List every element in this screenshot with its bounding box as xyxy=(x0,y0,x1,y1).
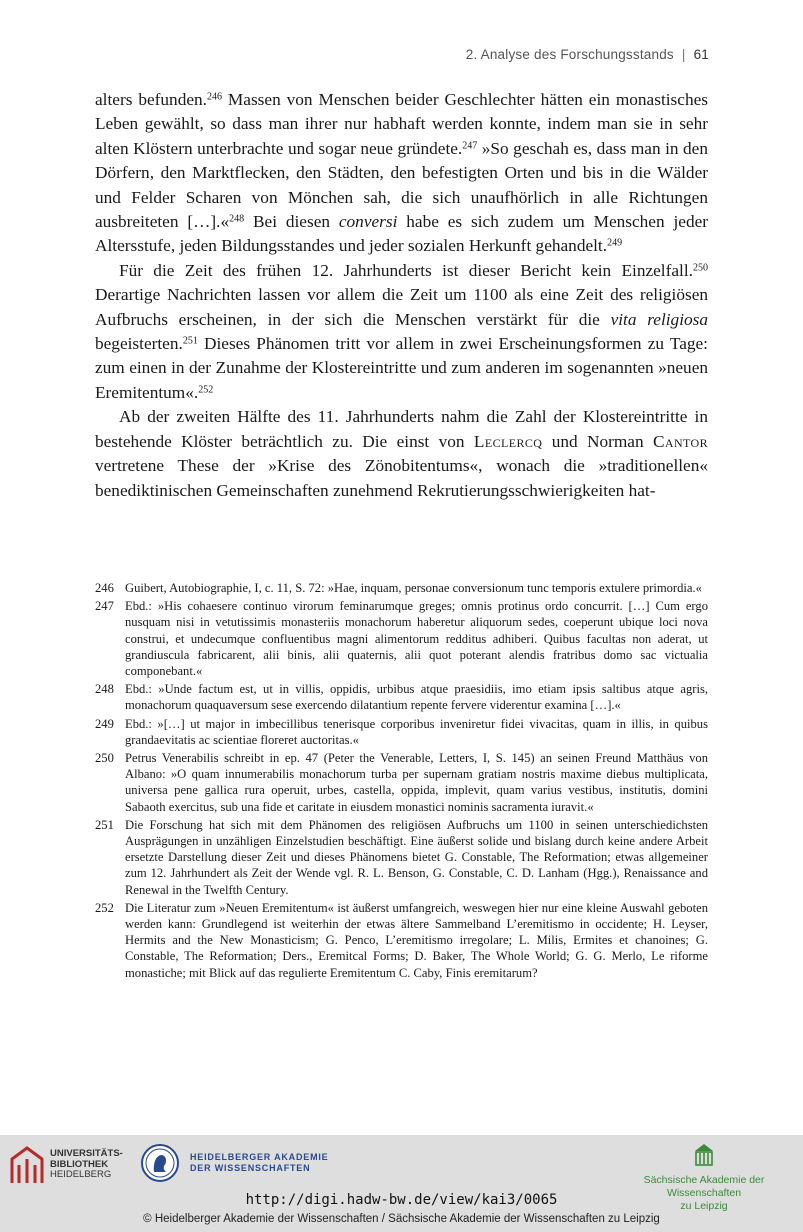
footnote-number: 249 xyxy=(95,716,114,731)
copyright-notice: © Heidelberger Akademie der Wissenschaften / Sächsische Akademie der Wissenschaften zu Leipzig xyxy=(143,1213,660,1225)
footnote-text: Guibert, Autobiographie, I, c. 11, S. 72: »Hae, inquam, personae conversionum tunc temporis extulere primordia.« xyxy=(125,581,702,595)
footnote-ref: 251 xyxy=(182,335,198,347)
footnote xyxy=(95,681,708,713)
footnote-number: 251 xyxy=(95,817,114,832)
running-head xyxy=(466,47,709,62)
text-run: Bei diesen xyxy=(244,212,339,232)
footnote-text: Die Forschung hat sich mit dem Phänomen des religiösen Aufbruchs um 1100 in seinen unterschiedichsten Ausprägungen in unzähligen Einzelstudien beschäftigt. Eine äußerst solide und bislang durch keine andere Arbeit ersetzte Darstellung dieser Zeit und dieses Phänomens bietet G. Constable, The Reformation; etwas allgemeiner zum 12. Jahrhundert als Zeit der Wende vgl. R. L. Benson, G. Constable, C. D. Lanham (Hgg.), Renaissance and Renewal in the Twelfth Century. xyxy=(125,817,708,897)
footnote-text: Die Literatur zum »Neuen Eremitentum« ist äußerst umfangreich, weswegen hier nur eine kleine Auswahl geboten werden kann: Grundlegend ist weiterhin der etwas ältere Sammelband L’eremitismo in occidente; H. Leyser, Hermits and the New Monasticism; G. Penco, L’eremitismo irregolare; L. Milis, Ermites et chanoines; G. Constable, The Reformation; Ders., Eremitcal Forms; D. Baker, The Whole World; G. G. Merlo, Le riforme monastiche; mit Blick auf das regulierte Eremitentum C. Caby, Finis eremitarum? xyxy=(125,900,708,980)
page-number: 61 xyxy=(693,47,709,62)
footnote-ref: 248 xyxy=(229,213,245,225)
footnote-ref: 246 xyxy=(206,91,222,103)
section-title: 2. Analyse des Forschungsstands xyxy=(465,47,674,62)
footer-band xyxy=(0,1135,803,1232)
text-run: begeisterten. xyxy=(95,334,183,354)
ub-logo[interactable] xyxy=(10,1145,123,1185)
saw-line: zu Leipzig xyxy=(680,1200,728,1212)
hadw-logo[interactable] xyxy=(140,1143,328,1183)
footnote-text: Ebd.: »Unde factum est, ut in villis, oppidis, urbibus atque praesidiis, imo etiam ipsis saltibus atque agris, monachorum quaquaversum sese exercendo dilatantium repente fervere viderentur examina […].« xyxy=(125,682,708,713)
author-name: Cantor xyxy=(652,431,709,451)
italic-term: vita religiosa xyxy=(610,309,709,329)
footnote xyxy=(95,598,708,679)
text-run: »So geschah es, dass man in den Dörfern, den Marktflecken, den Städten, den befestigten Orten und bis in die Wälder und Felder Scharen von Mönchen sah, die sich unaufhörlich in alle Richtungen ausbreiteten […].« xyxy=(95,138,708,232)
paragraph-3 xyxy=(95,405,708,503)
italic-term: conversi xyxy=(338,212,398,232)
ub-building-icon xyxy=(10,1145,44,1185)
source-url[interactable]: http://digi.hadw-bw.de/view/kai3/0065 xyxy=(245,1192,558,1208)
footnote-text: Petrus Venerabilis schreibt in ep. 47 (Peter the Venerable, Letters, I, S. 145) an seinen Freund Matthäus von Albano: »O quam innumerabilis monachorum turba per supernam gratiam nostris maxime diebus multiplicata, universa pene gallica rura operuit, urbes, castella, oppida, implevit, quam varius vestibus, institutis, domini Sabaoth exercitus, sub una fide et caritate in eiusdem monastici nominis sacramenta iuravit.« xyxy=(125,751,708,814)
footnote-ref: 252 xyxy=(198,384,214,396)
footnote xyxy=(95,817,708,898)
main-text xyxy=(95,88,708,503)
ub-line: HEIDELBERG xyxy=(50,1169,112,1181)
footnotes xyxy=(95,580,708,983)
footnote xyxy=(95,900,708,981)
text-run: alters befunden. xyxy=(95,90,207,109)
ub-name xyxy=(50,1149,123,1181)
text-run: und Norman xyxy=(542,431,653,451)
footnote-number: 252 xyxy=(95,900,114,915)
footnote xyxy=(95,750,708,815)
hadw-seal-icon xyxy=(140,1143,180,1183)
footnote xyxy=(95,716,708,748)
text-run: habe es sich zudem um Menschen jeder Altersstufe, jeden Bildungsstandes und jeder sozialen Herkunft gehandelt. xyxy=(95,212,709,256)
ub-line: UNIVERSITÄTS- xyxy=(50,1148,123,1160)
paragraph-2 xyxy=(95,259,708,405)
text-run: Dieses Phänomen tritt vor allem in zwei Erscheinungsformen zu Tage: zum einen in der Zunahme der Klostereintritte und zum anderen im sogenannten »neuen Eremitentum«. xyxy=(95,334,708,402)
text-run: Derartige Nachrichten lassen vor allem die Zeit um 1100 als eine Zeit des religiösen Aufbruchs erscheinen, in der sich die Menschen verstärkt für die xyxy=(95,285,708,329)
footnote-ref: 249 xyxy=(607,237,623,249)
footnote-text: Ebd.: »His cohaesere continuo virorum feminarumque greges; omnis protinus ordo concurrit. […] Cum ergo nusquam nisi in vetutissimis monasteriis monachorum haberetur aliquorum sedes, coeperunt ubique loci nova construi, et undecumque confluentibus magni alimentorum redditus adhiberi. Quibus facultas non aderat, ut grandiuscula fabricarent, alii binis, alii quaternis, alii quot poterant alendis fratribus domo sac victualia componebant.« xyxy=(125,599,708,679)
footnote-number: 247 xyxy=(95,599,114,614)
footnote-number: 248 xyxy=(95,682,114,697)
text-run: vertretene These der »Krise des Zönobitentums«, wonach die »traditionellen« benediktinischen Gemeinschaften zunehmend Rekrutierungsschwierigkeiten hat- xyxy=(95,456,708,500)
header-separator: | xyxy=(681,47,686,62)
saw-line: Sächsische Akademie der Wissenschaften xyxy=(643,1174,765,1199)
footnote-number: 250 xyxy=(95,751,114,766)
footnote-ref: 247 xyxy=(462,140,478,152)
footnote xyxy=(95,580,708,596)
text-run: Massen von Menschen beider Geschlechter hätten ein monastisches Leben gewählt, so dass man ihrer nur habhaft werden konnte, indem man sie in sehr alten Klöstern unterbrachte und sogar neue gründete. xyxy=(95,90,708,158)
text-run: Ab der zweiten Hälfte des 11. Jahrhunderts nahm die Zahl der Klostereintritte in bestehende Klöster beträchtlich zu. Die einst von xyxy=(95,407,708,451)
footnote-number: 246 xyxy=(95,581,114,595)
hadw-line: DER WISSENSCHAFTEN xyxy=(190,1163,311,1173)
ub-line: BIBLIOTHEK xyxy=(50,1158,109,1170)
paragraph-1 xyxy=(95,88,708,259)
saw-building-icon xyxy=(693,1143,715,1167)
author-name: Leclercq xyxy=(473,431,543,451)
hadw-name xyxy=(190,1152,328,1174)
footnote-ref: 250 xyxy=(692,262,708,274)
footnote-text: Ebd.: »[…] ut major in imbecillibus tenerisque corporibus inveniretur fidei vivacitas, quam in illis, in quibus grandaevitatis ac scientiae floreret auctoritas.« xyxy=(125,716,708,747)
hadw-line: HEIDELBERGER AKADEMIE xyxy=(190,1152,329,1162)
text-run: Für die Zeit des frühen 12. Jahrhunderts ist dieser Bericht kein Einzelfall. xyxy=(119,260,693,280)
